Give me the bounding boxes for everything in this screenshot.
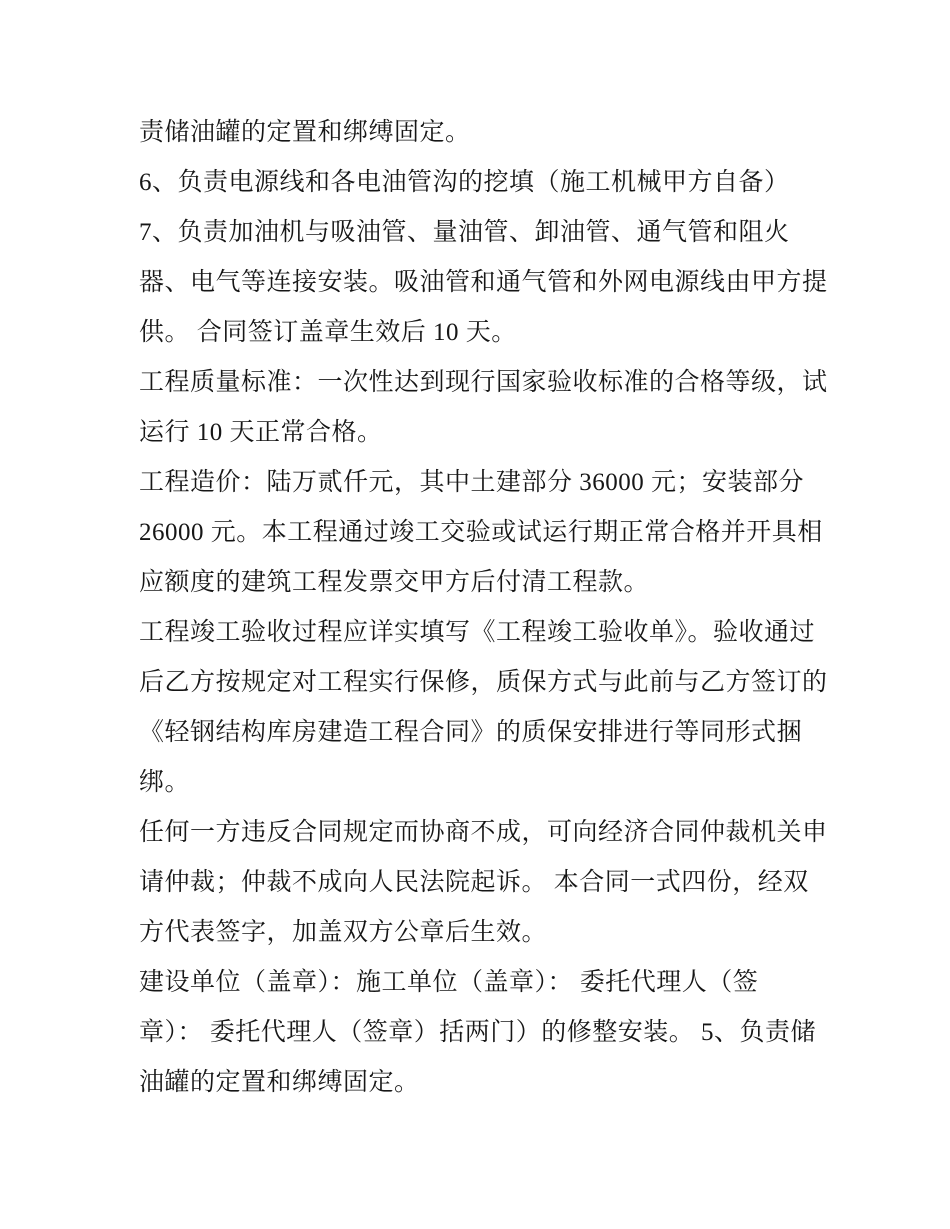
text-line: 方代表签字，加盖双方公章后生效。 (139, 919, 548, 946)
text-line: 工程质量标准：一次性达到现行国家验收标准的合格等级，试 (139, 369, 828, 396)
text-line: 油罐的定置和绑缚固定。 (139, 1069, 420, 1096)
text-line: 绑。 (139, 769, 191, 796)
text-line: 任何一方违反合同规定而协商不成，可向经济合同仲裁机关申 (139, 819, 828, 846)
text-line: 责储油罐的定置和绑缚固定。 (139, 119, 471, 146)
text-line: 7、负责加油机与吸油管、量油管、卸油管、通气管和阻火 (139, 219, 790, 246)
text-line: 运行 10 天正常合格。 (139, 419, 383, 446)
text-line: 请仲裁；仲裁不成向人民法院起诉。 本合同一式四份，经双 (139, 869, 809, 896)
text-line: 26000 元。本工程通过竣工交验或试运行期正常合格并开具相 (139, 519, 823, 546)
text-line: 工程造价：陆万贰仟元，其中土建部分 36000 元；安装部分 (139, 469, 805, 496)
text-line: 后乙方按规定对工程实行保修，质保方式与此前与乙方签订的 (139, 669, 828, 696)
text-line: 章）： 委托代理人（签章）括两门）的修整安装。 5、负责储 (139, 1019, 817, 1046)
text-line: 工程竣工验收过程应详实填写《工程竣工验收单》。验收通过 (139, 619, 816, 646)
text-line: 应额度的建筑工程发票交甲方后付清工程款。 (139, 569, 650, 596)
text-line: 6、负责电源线和各电油管沟的挖填（施工机械甲方自备） (139, 169, 790, 196)
text-line: 供。 合同签订盖章生效后 10 天。 (139, 319, 517, 346)
text-line: 器、电气等连接安装。吸油管和通气管和外网电源线由甲方提 (139, 269, 828, 296)
document-page (139, 108, 839, 1108)
text-line: 《轻钢结构库房建造工程合同》的质保安排进行等同形式捆 (139, 719, 803, 746)
text-line: 建设单位（盖章）：施工单位（盖章）： 委托代理人（签 (139, 969, 759, 996)
